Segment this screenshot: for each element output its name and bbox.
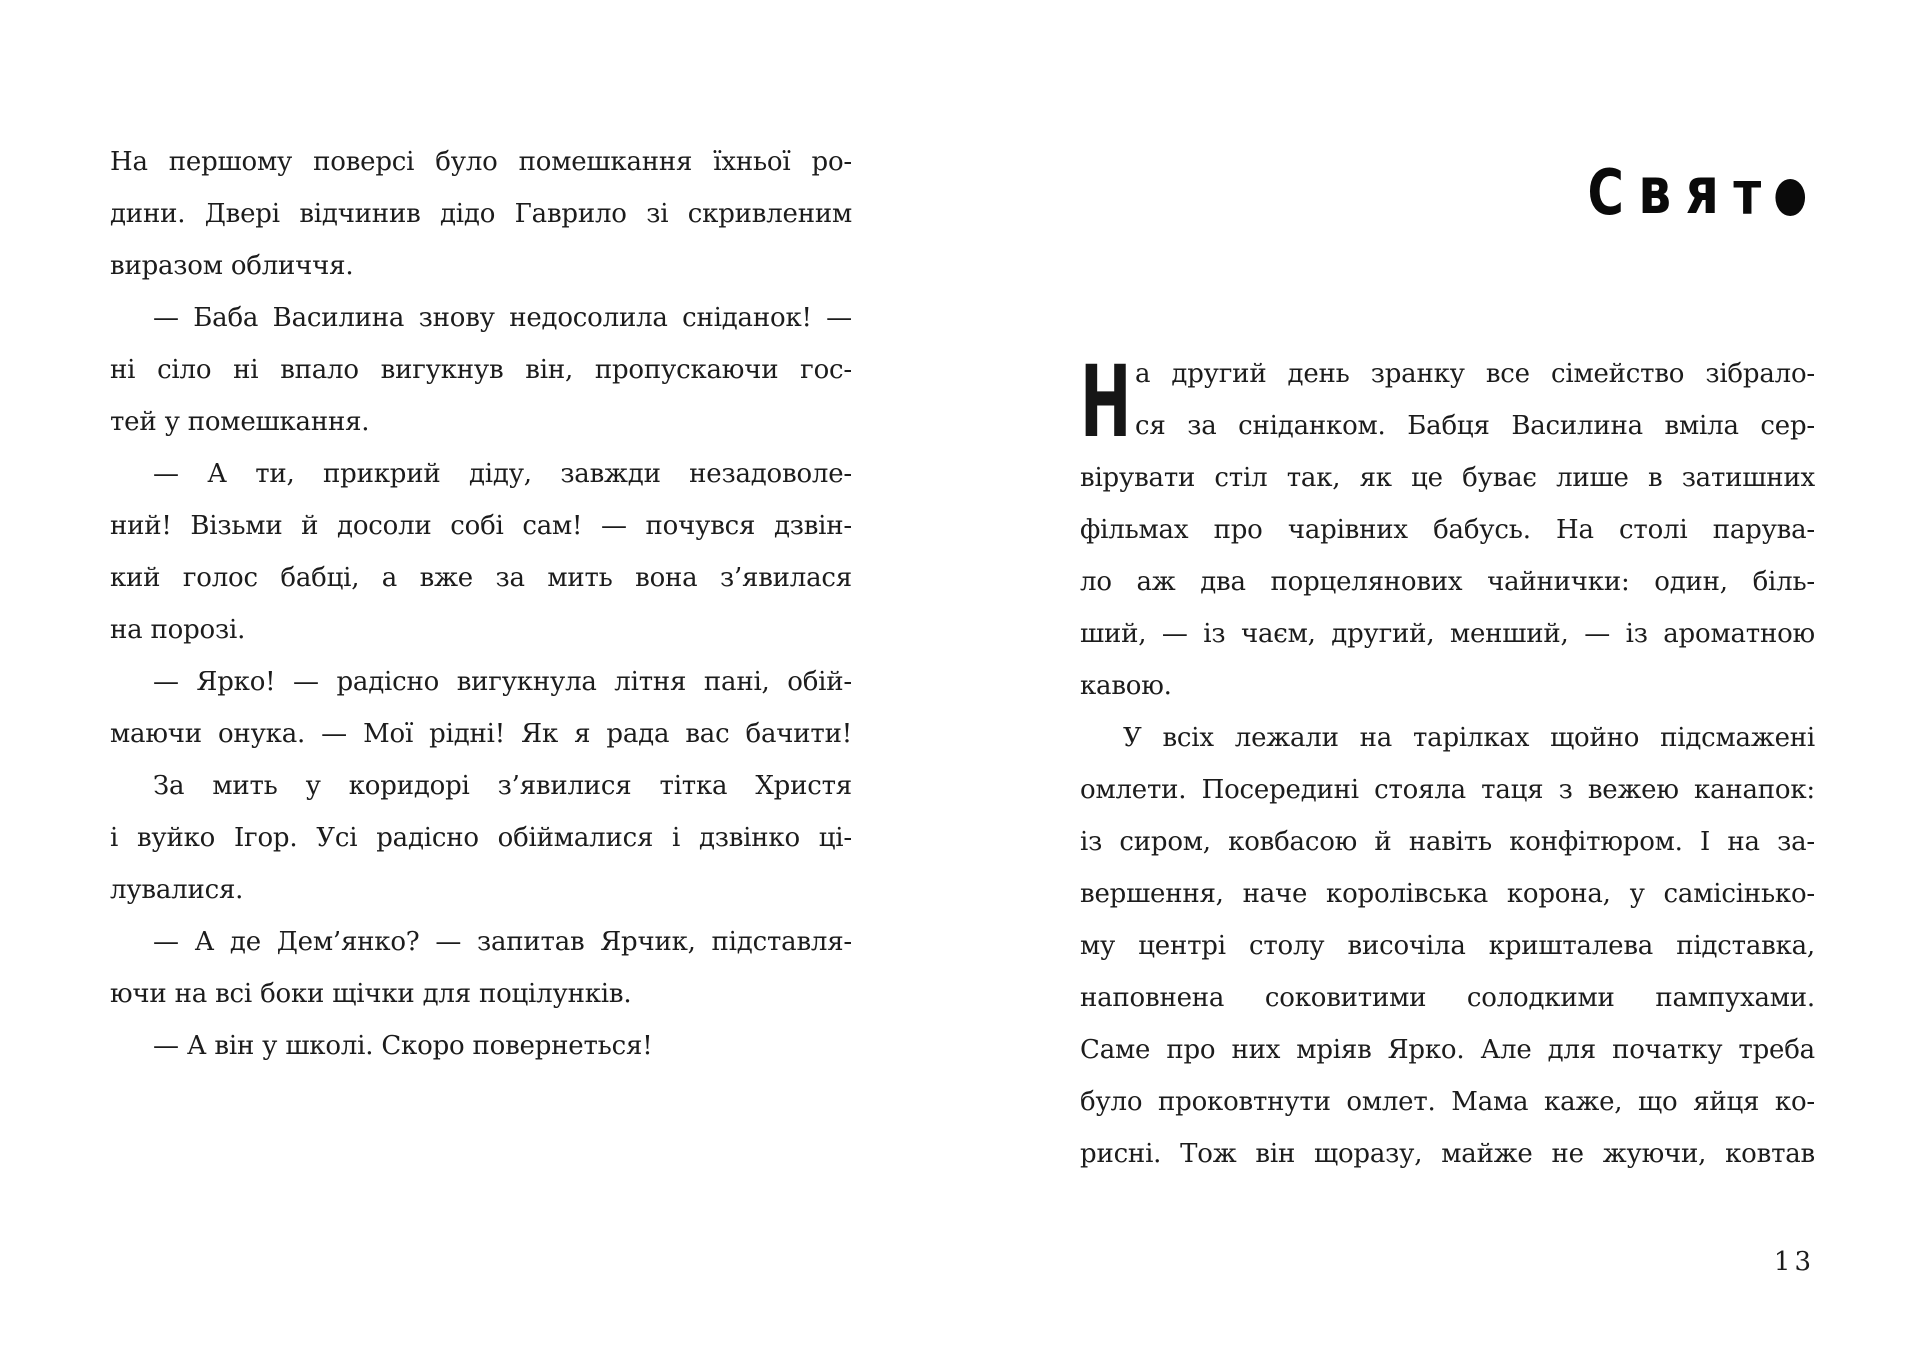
text-line: вершення, наче королівська корона, у самісінько- xyxy=(1080,879,1815,909)
chapter-title-letter: т xyxy=(1733,158,1761,229)
text-line: — А де Дем’янко? — запитав Ярчик, підставля- xyxy=(153,927,852,957)
text-line: — Баба Василина знову недосолила сніданок! — xyxy=(153,303,852,333)
chapter-title-letter xyxy=(1775,179,1805,216)
text-line: — Ярко! — радісно вигукнула літня пані, обій- xyxy=(153,667,852,697)
text-line: ший, — із чаєм, другий, менший, — із ароматною xyxy=(1080,619,1815,649)
chapter-title-letter: С xyxy=(1587,156,1624,230)
text-line: За мить у коридорі з’явилися тітка Христя xyxy=(153,771,852,801)
text-line: У всіх лежали на тарілках щойно підсмажені xyxy=(1123,723,1815,753)
text-line: на порозі. xyxy=(110,615,246,645)
text-line: маючи онука. — Мої рідні! Як я рада вас бачити! xyxy=(110,719,852,749)
text-line: тей у помешкання. xyxy=(110,407,370,437)
text-line: із сиром, ковбасою й навіть конфітюром. І на за- xyxy=(1080,827,1815,857)
text-line: виразом обличчя. xyxy=(110,251,354,281)
text-line: ючи на всі боки щічки для поцілунків. xyxy=(110,979,632,1009)
chapter-title-letter-o-disc xyxy=(1775,179,1805,216)
text-line: му центрі столу височіла кришталева підставка, xyxy=(1080,931,1815,961)
text-line: ний! Візьми й досоли собі сам! — почувся дзвін- xyxy=(110,511,852,541)
right-page-text xyxy=(1080,345,1815,1180)
text-line: На першому поверсі було помешкання їхньої ро- xyxy=(110,147,852,177)
text-line: а другий день зранку все сімейство зібрало- xyxy=(1135,359,1815,389)
text-line: — А він у школі. Скоро повернеться! xyxy=(153,1031,653,1061)
text-line: — А ти, прикрий діду, завжди незадоволе- xyxy=(153,459,852,489)
chapter-title xyxy=(1587,154,1805,230)
text-line: фільмах про чарівних бабусь. На столі парува- xyxy=(1080,515,1815,545)
text-line: Саме про них мріяв Ярко. Але для початку треба xyxy=(1080,1035,1815,1065)
text-line: рисні. Тож він щоразу, майже не жуючи, ковтав xyxy=(1080,1139,1815,1169)
chapter-title-letter: в xyxy=(1638,154,1671,229)
text-line: лувалися. xyxy=(110,875,244,905)
chapter-title-letter: я xyxy=(1685,154,1719,229)
text-line: і вуйко Ігор. Усі радісно обіймалися і дзвінко ці- xyxy=(110,823,852,853)
text-line: кавою. xyxy=(1080,671,1172,701)
text-line: наповнена соковитими солодкими пампухами. xyxy=(1080,983,1815,1013)
left-page-text xyxy=(110,136,852,1072)
text-line: ло аж два порцелянових чайнички: один, біль- xyxy=(1080,567,1815,597)
text-line: дини. Двері відчинив дідо Гаврило зі скривленим xyxy=(110,199,852,229)
drop-cap: Н xyxy=(1080,345,1132,460)
text-line: вірувати стіл так, як це буває лише в затишних xyxy=(1080,463,1815,493)
text-line: ся за сніданком. Бабця Василина вміла сер- xyxy=(1135,411,1815,441)
page-number: 13 xyxy=(1773,1247,1815,1277)
text-line: ні сіло ні впало вигукнув він, пропускаючи гос- xyxy=(110,355,852,385)
text-line: кий голос бабці, а вже за мить вона з’явилася xyxy=(110,563,852,593)
text-line: омлети. Посередині стояла таця з вежею канапок: xyxy=(1080,775,1815,805)
text-line: було проковтнути омлет. Мама каже, що яйця ко- xyxy=(1080,1087,1815,1117)
